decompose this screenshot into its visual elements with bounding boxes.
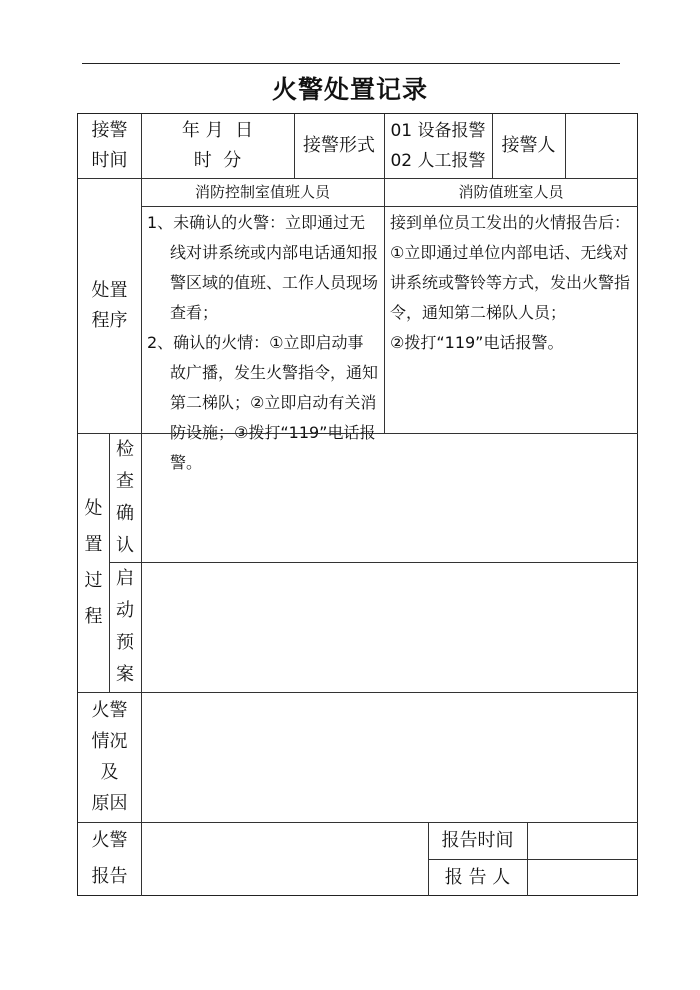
divider (141, 114, 142, 178)
duty-room-header: 消防值班室人员 (458, 183, 564, 201)
report-content-field[interactable] (141, 822, 428, 896)
receive-time-label-line-2: 时间 (91, 150, 128, 171)
report-time-field[interactable] (527, 822, 638, 859)
process-label-char-2: 置 (84, 533, 103, 555)
time-field: 时 分 (193, 150, 242, 171)
report-label-line-1: 火警 (91, 830, 128, 851)
start-plan-field[interactable] (141, 562, 638, 692)
receive-time-label (78, 114, 141, 178)
check-confirm-char-1: 检 (116, 438, 134, 460)
check-confirm-char-4: 认 (116, 534, 134, 556)
report-label (78, 822, 141, 896)
duty-room-procedure (384, 206, 638, 433)
receiver-field[interactable] (565, 114, 638, 178)
check-confirm-label (109, 433, 141, 562)
date-field: 年 月 日 (181, 120, 254, 141)
check-confirm-char-3: 确 (116, 502, 134, 524)
process-label-char-4: 程 (84, 605, 103, 627)
situation-label-line-2: 情况 (91, 731, 128, 752)
divider (565, 114, 566, 178)
report-label-line-2: 报告 (91, 866, 128, 887)
reporter-label: 报 告 人 (444, 866, 511, 888)
option-manual-alarm[interactable]: 02 人工报警 (390, 151, 486, 171)
divider (492, 114, 493, 178)
situation-label-line-3: 及 (100, 762, 119, 783)
process-label-char-3: 过 (84, 569, 103, 591)
process-label-char-1: 处 (84, 497, 103, 519)
report-time-label: 报告时间 (441, 829, 514, 851)
start-plan-char-2: 动 (116, 600, 134, 621)
start-plan-char-3: 预 (116, 632, 134, 653)
process-label (78, 433, 109, 692)
receive-form-label: 接警形式 (303, 135, 375, 156)
option-device-alarm[interactable]: 01 设备报警 (390, 121, 486, 141)
procedure-label-line-2: 程序 (91, 309, 128, 331)
situation-label-line-1: 火警 (91, 700, 128, 721)
start-plan-char-1: 启 (116, 568, 134, 589)
start-plan-char-4: 案 (116, 664, 134, 685)
control-room-step-2: 2、确认的火情：①立即启动事故广播，发生火警指令，通知第二梯队；②立即启动有关消防设施；③拨打“119”电话报警。 (147, 333, 379, 472)
control-room-header: 消防控制室值班人员 (194, 183, 330, 201)
receiver-label: 接警人 (501, 135, 556, 156)
procedure-label-line-1: 处置 (91, 279, 128, 301)
duty-room-intro: 接到单位员工发出的火情报告后： (390, 213, 631, 232)
duty-room-step-2: ②拨打“119”电话报警。 (390, 333, 564, 352)
situation-field[interactable] (141, 692, 638, 822)
control-room-step-1: 1、未确认的火警：立即通过无线对讲系统或内部电话通知报警区域的值班、工作人员现场查看； (147, 213, 379, 322)
check-confirm-field[interactable] (141, 433, 638, 562)
control-room-procedure (141, 206, 384, 472)
top-rule (82, 63, 620, 64)
reporter-field[interactable] (527, 859, 638, 896)
procedure-label (78, 178, 141, 433)
page-title: 火警处置记录 (271, 75, 428, 104)
receive-time-field[interactable] (141, 114, 294, 178)
divider (384, 114, 385, 178)
situation-label-line-4: 原因 (91, 793, 128, 814)
check-confirm-char-2: 查 (116, 470, 134, 492)
duty-room-step-1: ①立即通过单位内部电话、无线对讲系统或警铃等方式，发出火警指令，通知第二梯队人员； (390, 243, 631, 322)
receive-form-options[interactable] (384, 114, 492, 178)
receive-time-label-line-1: 接警 (91, 120, 128, 141)
start-plan-label (109, 562, 141, 692)
situation-label (78, 692, 141, 822)
divider (294, 114, 295, 178)
